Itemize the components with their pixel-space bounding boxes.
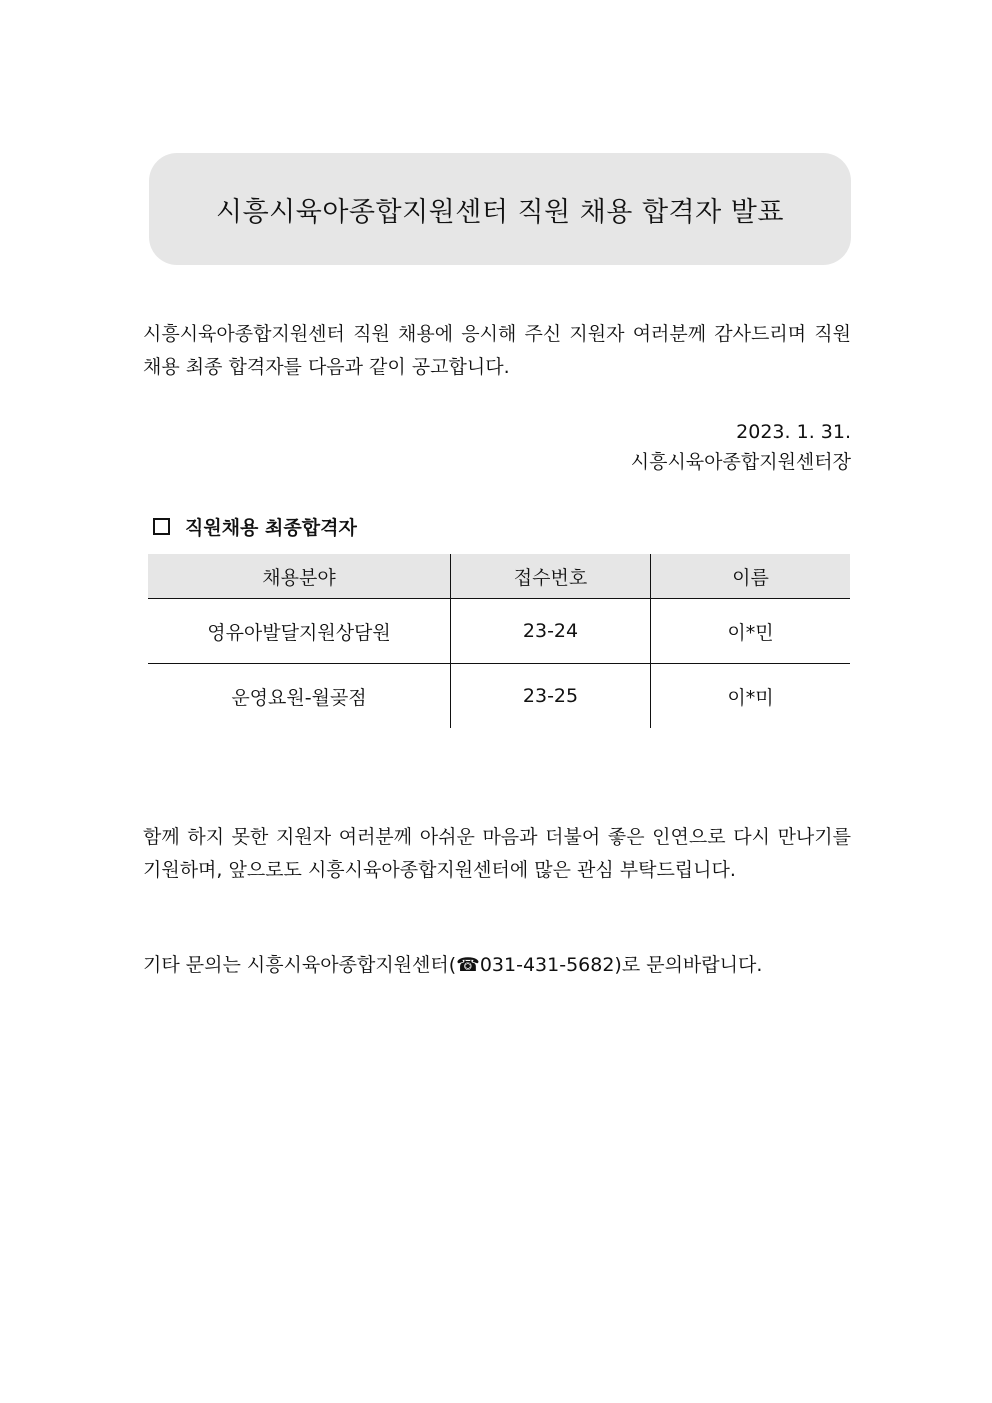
cell-receipt-number: 23-25 <box>451 664 651 729</box>
closing-paragraph: 함께 하지 못한 지원자 여러분께 아쉬운 마음과 더불어 좋은 인연으로 다시 만나기를 기원하며, 앞으로도 시흥시육아종합지원센터에 많은 관심 부탁드립니다. <box>143 826 851 881</box>
table-row <box>148 599 850 664</box>
intro-paragraph: 시흥시육아종합지원센터 직원 채용에 응시해 주신 지원자 여러분께 감사드리며 직원 채용 최종 합격자를 다음과 같이 공고합니다. <box>143 323 851 378</box>
checkbox-square-icon <box>153 518 170 535</box>
header-name: 이름 <box>651 554 851 599</box>
cell-field: 운영요원-월곶점 <box>231 686 367 709</box>
cell-receipt-number: 23-24 <box>451 599 651 664</box>
results-table <box>148 554 850 728</box>
cell-name: 이*민 <box>651 599 851 664</box>
contact-paragraph: 기타 문의는 시흥시육아종합지원센터(☎031-431-5682)로 문의바랍니다. <box>143 954 763 976</box>
table-row <box>148 664 850 729</box>
cell-name: 이*미 <box>727 686 774 709</box>
section-heading <box>153 513 357 540</box>
header-receipt-number: 접수번호 <box>451 554 651 599</box>
announcement-date: 2023. 1. 31. <box>736 421 851 443</box>
cell-field: 영유아발달지원상담원 <box>148 599 451 664</box>
signer-name: 시흥시육아종합지원센터장 <box>630 451 851 473</box>
header-field: 채용분야 <box>148 554 451 599</box>
page-title: 시흥시육아종합지원센터 직원 채용 합격자 발표 <box>216 196 784 228</box>
section-heading-text: 직원채용 최종합격자 <box>185 517 357 539</box>
title-banner <box>149 153 851 265</box>
table-header-row <box>148 554 850 599</box>
